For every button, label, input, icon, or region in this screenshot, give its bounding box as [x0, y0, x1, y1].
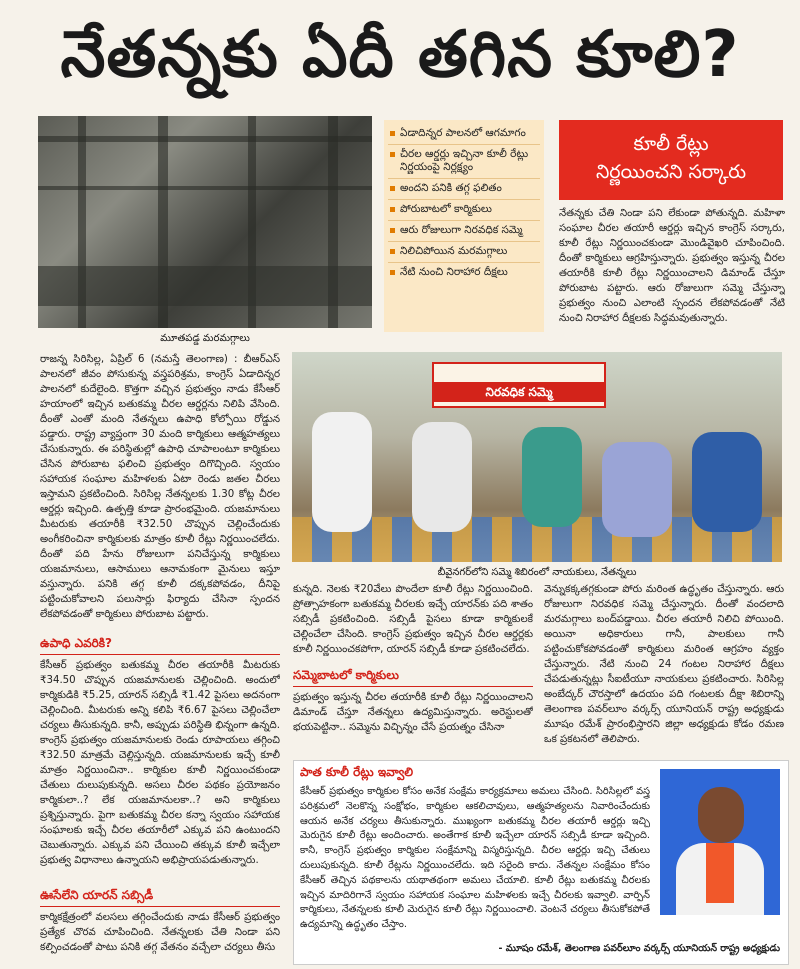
subheading-strike: సమ్మెబాటలో కార్మికులు: [293, 668, 399, 682]
sub-headline-line2: నిర్ణయించని సర్కారు: [595, 161, 747, 183]
article-body-left-2: కేసీఆర్ ప్రభుత్వం బతుకమ్మ చీరల తయారీకి మీటరుకు ₹34.50 చొప్పున యజమానులకు చెల్లించింది. అందులో కార్మికుడికి ₹5.25, యారన్ సబ్సిడీ ₹1.42 పైసలు అదనంగా చెల్లించింది. మీటరుకు అన్ని కలిపి ₹6.67 పైసలు చెల్లించేలా చర్యలు తీసుకున్నది. కానీ, అప్పుడు పరిస్థితి భిన్నంగా ఉన్నది. కాంగ్రెస్ ప్రభుత్వం యజమానులకు రెండు రూపాయలు తగ్గించి ₹32.50 మాత్రమే చెల్లిస్తున్నది. యజమానులకు ఇచ్చే కూలీ మాత్రం నిర్ణయించినా.. కార్మికుల కూలీ నిర్ణయించకుండా చేతులు దులుపుకున్నది. అసలు చీరల పథకం ప్రయోజనం కార్మికులా..? లేక యజమానులకా..? అని కార్మికులు ప్రశ్నిస్తున్నారు. పైగా బతుకమ్మ చీరల కన్నా స్వయం సహాయక సంఘాలకు ఇచ్చే చీరల తయారీలో ఎక్కువ పని ఉంటుందని చెబుతున్నారు. ఎక్కువ పని చేయించి తక్కువ కూలీ ఇచ్చేలా ప్రభుత్వ విధానాలు ఉన్నాయని అభిప్రాయపడుతున్నారు.: [40, 660, 280, 866]
highlight-item: అందని పనికి తగ్గ ఫలితం: [388, 179, 540, 200]
article-body-middle-2: ప్రభుత్వం ఇస్తున్న చీరల తయారీకి కూలీ రేట్లు నిర్ణయించాలని డిమాండ్ చేస్తూ నేతన్నలు ఉద్యమిస్తున్నారు. అరెస్టులతో భయపెట్టినా.. సమ్మెను విచ్ఛిన్నం చేసే ప్రయత్నం చేసినా: [293, 692, 533, 733]
highlight-item: పోరుబాటలో కార్మికులు: [388, 200, 540, 221]
quote-box: [293, 760, 789, 965]
headline: నేతన్నకు ఏదీ తగిన కూలి?: [60, 18, 740, 92]
highlight-item: నిలిచిపోయిన మరమగ్గాలు: [388, 242, 540, 263]
highlights-box: [384, 120, 544, 332]
subheading-livelihood: ఉపాధి ఎవరికి?: [40, 636, 113, 650]
strike-banner: నిరవధిక సమ్మె: [432, 362, 606, 408]
highlight-item: ఏడాదిన్నర పాలనలో ఆగమాగం: [388, 124, 540, 145]
quote-attribution: - మూషం రమేశ్, తెలంగాణ పవర్‌లూం వర్కర్స్ యూనియన్ రాష్ట్ర అధ్యక్షుడు: [498, 943, 780, 954]
loom-photo-caption: మూతపడ్డ మరమగ్గాలు: [160, 333, 250, 344]
article-body-left-3: కార్మికక్షేత్రంలో వలసలు తగ్గించేందుకు నాడు కేసీఆర్ ప్రభుత్వం ప్రత్యేక చొరవ చూపించింది. నేతన్నలకు చేతి నిండా పని కల్పించడంతో పాటు పనికి తగ్గ వేతనం వచ్చేలా చర్యలు తీసు: [40, 912, 280, 953]
article-body-middle: కున్నది. నెలకు ₹20వేలు పొందేలా కూలీ రేట్లు నిర్ణయించింది. ప్రోత్సాహకంగా బతుకమ్మ చీరలకు ఇచ్చే యారన్‌కు పది శాతం సబ్సిడీ ప్రకటించింది. సబ్సిడీ పైసలు కూడా కార్మికులకే చెల్లించేలా చేసింది. కాంగ్రెస్ ప్రభుత్వం ఇచ్చిన చీరల ఆర్డర్లకు కూలీ నిర్ణయించకపోగా, యారన్ సబ్సిడీ కూడా ప్రకటించలేదు.: [293, 584, 533, 655]
article-body-left: రాజన్న సిరిసిల్ల, ఏప్రిల్ 6 (నమస్తే తెలంగాణ) : బీఆర్ఎస్ పాలనలో జీవం పోసుకున్న వస్త్రపరిశ్రమ, కాంగ్రెస్ ఏడాదిన్నర పాలనలో కుదేలైంది. కొత్తగా వచ్చిన ప్రభుత్వం నాడు కేసీఆర్ హయాంలో ఇచ్చిన బతుకమ్మ చీరల ఆర్డర్లను నిలిపి వేసింది. దీంతో ఎంతో మంది నేతన్నలు ఉపాధి కోల్పోయి రోడ్డున పడ్డారు. రాష్ట్ర వ్యాప్తంగా 30 మంది కార్మికులు ఆత్మహత్యలు చేసుకున్నారు. ఈ పరిస్థితుల్లో ఉపాధి చూపాలంటూ కార్మికులు చేసిన పోరుబాట ఫలించి ప్రభుత్వం దిగొచ్చింది. స్వయం సహాయక సంఘాల మహిళలకు ఏటా రెండు జతల చీరలు ఇస్తామని ప్రకటించింది. సిరిసిల్ల నేతన్నలకు 1.30 కోట్ల చీరల ఆర్డర్లు ఇచ్చింది. ఉత్పత్తి కూడా ప్రారంభమైంది. యజమానులు మీటరుకు తయారీకి ₹32.50 చొప్పున చెల్లించేందుకు అంగీకరించినా కార్మికులకు మాత్రం కూలీ రేట్లు నిర్ణయించలేదు. దీంతో పది హేను రోజులుగా పనిచేస్తున్న కార్మికులు యజమానులు, ఆసాములు ఆనామకంగా మైనులు ఇస్తూ వస్తున్నారు. పనికి తగ్గ కూలీ దక్కకపోవడం, దీనిపై పట్టించుకోవాలని పలుసార్లు ఫిర్యాదు చేసినా స్పందన లేకపోవడంతో కార్మికులు పోరుబాట పట్టారు.: [40, 354, 280, 620]
strike-camp-photo: [292, 352, 782, 562]
strike-camp-caption: బీవైనగర్‌లోని సమ్మె శిబిరంలో నాయకులు, నేతన్నలు: [437, 567, 637, 578]
portrait-photo: [660, 769, 780, 915]
sub-headline-line1: కూలీ రేట్లు: [633, 133, 709, 155]
sub-headline-box: [559, 120, 783, 200]
quote-title: పాత కూలీ రేట్లు ఇవ్వాలి: [300, 765, 413, 779]
highlight-item: నేటి నుంచి నిరాహార దీక్షలు: [388, 263, 540, 283]
intro-paragraph: నేతన్నకు చేతి నిండా పని లేకుండా పోతున్నది. మహిళా సంఘాల చీరల తయారీ ఆర్డర్లు ఇచ్చిన కాంగ్రెస్ సర్కారు, కూలీ రేట్లు నిర్ణయించకుండా మొండివైఖరి చూపించింది. దీంతో కార్మికులు ఆగ్రహిస్తున్నారు. ప్రభుత్వం ఇస్తున్న చీరల తయారీకి కూలీ రేట్లు నిర్ణయించాలని డిమాండ్ చేస్తూ పోరుబాట పట్టారు. ఆరు రోజులుగా సమ్మె చేస్తున్నా ప్రభుత్వం నుంచి ఎలాంటి స్పందన లేకపోవడంతో నేటి నుంచి నిరాహార దీక్షలకు సిద్ధమవుతున్నారు.: [559, 208, 785, 324]
quote-body: కేసీఆర్ ప్రభుత్వం కార్మికుల కోసం అనేక సంక్షేమ కార్యక్రమాలు అమలు చేసింది. సిరిసిల్లలో వస్త్ర పరిశ్రమలో నెలకొన్న సంక్షోభం, కార్మికుల ఆకలిచావులు, ఆత్మహత్యలను నివారించేందుకు ఆయన అనేక చర్యలు తీసుకున్నారు. ముఖ్యంగా బతుకమ్మ చీరల తయారీ ఆర్డర్లు ఇచ్చి మెరుగైన కూలీ రేట్లు అందించారు. అంతేగాక కూలీ ఇచ్చేలా యారన్ సబ్సిడీ కూడా ఇచ్చింది. కానీ, కాంగ్రెస్ ప్రభుత్వం కార్మికుల సంక్షేమాన్ని విస్మరిస్తున్నది. చీరల ఆర్డర్లు ఇచ్చి చేతులు దులుపుకున్నది. కూలీ రేట్లను నిర్ణయించలేదు. ఇది సరైంది కాదు. నేతన్నల సంక్షేమం కోసం కేసీఆర్ తెచ్చిన పథకాలను యథాతథంగా అమలు చేయాలి. కూలీ రేట్లు బతుకమ్మ చీరలకు ఇచ్చిన మాదిరిగానే స్వయం సహాయక సంఘాల మహిళలకు ఇచ్చే చీరలకు ఇవ్వాలి. వార్పిన్ కార్మికులు, నేతన్నలకు కూలీ మెరుగైన కూలీ రేట్లు నిర్ణయించాలి. వెంటనే చర్యలు తీసుకోకపోతే ఉద్యమాన్ని ఉద్ధృతం చేస్తాం.: [300, 786, 650, 931]
article-body-right: వెన్నుకక్కతగ్గకుండా పోరు మరింత ఉద్ధృతం చేస్తున్నారు. ఆరు రోజులుగా నిరవధిక సమ్మె చేస్తున్నారు. దీంతో వందలాది మరమగ్గాలు బంద్‌పడ్డాయి. చీరల తయారీ నిలిచి పోయింది. అయినా అధికారులు గానీ, పాలకులు గానీ పట్టించుకోకపోవడంతో కార్మికులు మరింత ఆగ్రహం వ్యక్తం చేస్తున్నారు. నేటి నుంచి 24 గంటల నిరాహార దీక్షలు చేపడుతున్నట్లు సీఐటీయూ నాయకులు ప్రకటించారు. సిరిసిల్ల అంబేద్కర్ చౌరస్తాలో ఉదయం పది గంటలకు దీక్షా శిబిరాన్ని తెలంగాణ పవర్‌లూం వర్కర్స్ యూనియన్ రాష్ట్ర అధ్యక్షుడు మూషం రమేశ్ ప్రారంభిస్తారని జిల్లా అధ్యక్షుడు కోడం రమణ ఒక ప్రకటనలో తెలిపారు.: [544, 584, 784, 745]
highlight-item: చీరల ఆర్డర్లు ఇచ్చినా కూలీ రేట్లు నిర్ణయంపై నిర్లక్ష్యం: [388, 145, 540, 179]
loom-photo: [38, 116, 372, 328]
highlight-item: ఆరు రోజులుగా నిరవధిక సమ్మె: [388, 221, 540, 242]
subheading-yarn-subsidy: ఊసేలేని యారన్ సబ్సిడీ: [40, 888, 154, 902]
